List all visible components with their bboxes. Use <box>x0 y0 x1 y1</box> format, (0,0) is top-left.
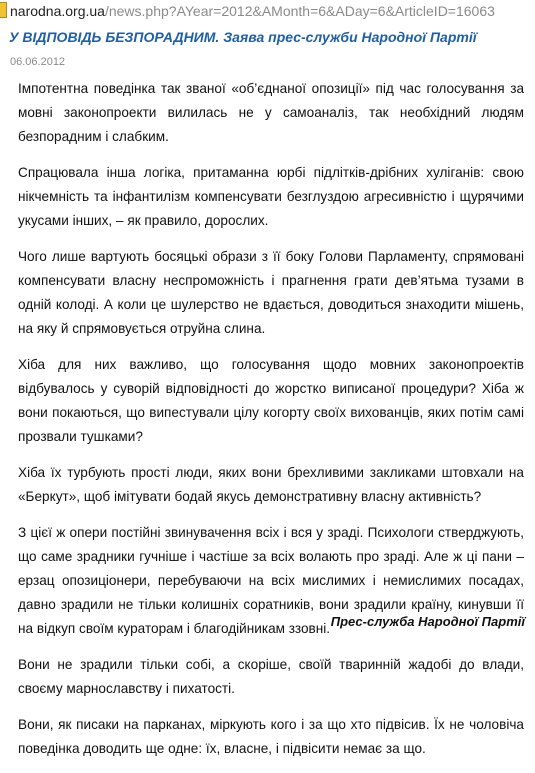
article-body <box>18 77 524 773</box>
article-paragraph: Вони, як писаки на парканах, міркують кого і за що хто підвісив. Їх не чоловіча поведінка доводить ще одне: їх, власне, і підвісити немає за що. <box>18 717 524 756</box>
article-paragraph: Чого лише вартують босяцькі образи з її боку Голови Парламенту, спрямовані компенсувати власну неспроможність і прагнення грати дев’ятьма тузами в одній колоді. А коли це шулерство не вдається, доводиться знаходити мішень, на яку й спрямовується отруйна слина. <box>18 249 524 336</box>
article-paragraph: Хіба для них важливо, що голосування щодо мовних законопроектів відбувалось у суворій відповідності до жорстко виписаної процедури? Хіба ж вони покаються, що випестували цілу когорту своїх вихованців, яких потім самі прозвали тушками? <box>18 357 524 444</box>
article-date: 06.06.2012 <box>10 56 66 68</box>
article-signature: Прес-служба Народної Партії <box>330 614 525 629</box>
page-icon <box>0 2 7 18</box>
article-paragraph: Вони не зрадили тільки собі, а скоріше, своїй тваринній жадобі до влади, своєму марнославству і пихатості. <box>18 657 524 696</box>
url-domain: narodna.org.ua <box>10 3 105 19</box>
article-paragraph: З цієї ж опери постійні звинувачення всіх і вся у зраді. Психологи стверджують, що саме зрадники гучніше і частіше за всіх волають про зраді. Але ж ці пани – ерзац опозиціонери, перебуваючи на всіх мислимих і немислимих посадах, давно зрадили не тільки колишніх соратників, вони зрадили країну, кинувши її на відкуп своїм кураторам і благодійникам ззовні. <box>18 525 524 636</box>
url-path: /news.php?AYear=2012&AMonth=6&ADay=6&ArticleID=16063 <box>104 3 495 19</box>
address-bar[interactable] <box>0 0 535 22</box>
article-paragraph: Спрацювала інша логіка, притаманна юрбі підлітків-дрібних хуліганів: свою нікчемність та інфантилізм компенсувати безглуздою агресивністю і щурячими укусами інших, – як правило, дорослих. <box>18 165 524 228</box>
article-title: У ВІДПОВІДЬ БЕЗПОРАДНИМ. Заява прес-служби Народної Партії <box>9 29 477 45</box>
article-paragraph: Імпотентна поведінка так званої «об’єднаної опозиції» під час голосування за мовні законопроекти вилилась не у самоаналіз, так необхідний людям безпорадним і слабким. <box>18 81 524 144</box>
article-paragraph: Хіба їх турбують прості люди, яких вони брехливими закликами штовхали на «Беркут», щоб імітувати бодай якусь демонстративну власну активність? <box>18 465 524 504</box>
